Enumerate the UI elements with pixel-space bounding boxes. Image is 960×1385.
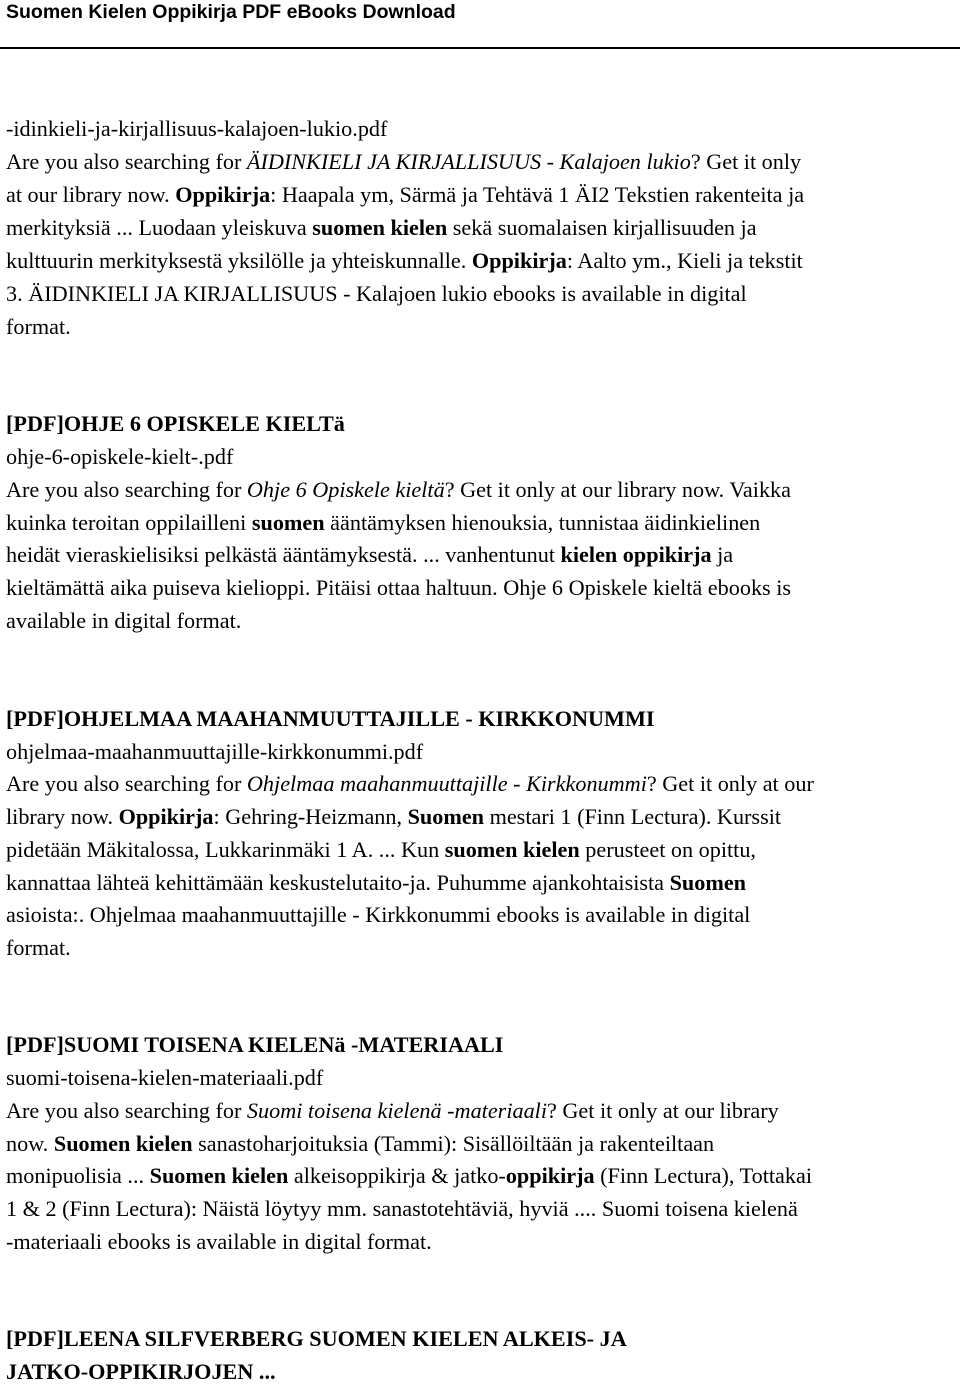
text-run: now. bbox=[6, 1131, 54, 1156]
body-line bbox=[6, 542, 733, 568]
text-run: alkeisoppikirja & jatko- bbox=[288, 1163, 506, 1188]
text-run: kannattaa lähteä kehittämään keskustelutaito-ja. Puhumme ajankohtaisista bbox=[6, 870, 670, 895]
text-run: 1 & 2 (Finn Lectura): Näistä löytyy mm. sanastotehtäviä, hyviä .... Suomi toisena kielenä bbox=[6, 1196, 798, 1221]
text-run: ääntämyksen hienouksia, tunnistaa äidinkielinen bbox=[324, 510, 761, 535]
page-header bbox=[0, 0, 960, 50]
body-line bbox=[6, 281, 747, 307]
text-run: JATKO-OPPIKIRJOJEN ... bbox=[6, 1359, 276, 1384]
text-run: library now. bbox=[6, 804, 119, 829]
text-run: ohje-6-opiskele-kielt-.pdf bbox=[6, 444, 234, 469]
text-run: [PDF]OHJE 6 OPISKELE KIELTä bbox=[6, 411, 345, 436]
body-line bbox=[6, 1131, 714, 1157]
text-run: [PDF]LEENA SILFVERBERG SUOMEN KIELEN ALKEIS- JA bbox=[6, 1326, 627, 1351]
text-run: available in digital format. bbox=[6, 608, 242, 633]
text-run: kulttuurin merkityksestä yksilölle ja yhteiskunnalle. bbox=[6, 248, 472, 273]
body-line bbox=[6, 149, 801, 175]
text-run: asioista:. Ohjelmaa maahanmuuttajille - Kirkkonummi ebooks is available in digital bbox=[6, 902, 751, 927]
section-heading[interactable] bbox=[6, 1326, 627, 1352]
text-run: Are you also searching for bbox=[6, 771, 247, 796]
text-run: Are you also searching for bbox=[6, 1098, 247, 1123]
text-run: (Finn Lectura), Tottakai bbox=[594, 1163, 812, 1188]
text-run: ja bbox=[711, 542, 734, 567]
document-title: Suomen Kielen Oppikirja PDF eBooks Download bbox=[6, 1, 456, 23]
pdf-filename bbox=[6, 444, 233, 470]
keyword-highlight: Oppikirja bbox=[471, 248, 567, 273]
text-run: -idinkieli-ja-kirjallisuus-kalajoen-lukio.pdf bbox=[6, 116, 388, 141]
text-run: -materiaali ebooks is available in digital format. bbox=[6, 1229, 432, 1254]
keyword-highlight: Suomen kielen bbox=[53, 1131, 193, 1156]
text-run: : Gehring-Heizmann, bbox=[213, 804, 408, 829]
pdf-filename bbox=[6, 1065, 323, 1091]
text-run: Are you also searching for bbox=[6, 149, 247, 174]
text-run: at our library now. bbox=[6, 182, 176, 207]
text-run: merkityksiä ... Luodaan yleiskuva bbox=[6, 215, 313, 240]
body-line bbox=[6, 1196, 798, 1222]
keyword-highlight: suomen bbox=[251, 510, 325, 535]
text-run: pidetään Mäkitalossa, Lukkarinmäki 1 A. ... Kun bbox=[6, 837, 445, 862]
pdf-filename bbox=[6, 116, 387, 142]
keyword-highlight: Oppikirja bbox=[118, 804, 214, 829]
body-line bbox=[6, 837, 756, 863]
body-line bbox=[6, 935, 71, 961]
keyword-highlight: Oppikirja bbox=[175, 182, 271, 207]
text-run: ? Get it only at our library bbox=[547, 1098, 779, 1123]
keyword-highlight: suomen kielen bbox=[312, 215, 448, 240]
section-heading[interactable] bbox=[6, 1032, 503, 1058]
book-title: ÄIDINKIELI JA KIRJALLISUUS - Kalajoen lukio bbox=[246, 149, 691, 174]
body-line bbox=[6, 510, 760, 536]
section-heading[interactable] bbox=[6, 411, 345, 437]
text-run: suomi-toisena-kielen-materiaali.pdf bbox=[6, 1065, 324, 1090]
text-run: heidät vieraskielisiksi pelkästä ääntämyksestä. ... vanhentunut bbox=[6, 542, 561, 567]
text-run: monipuolisia ... bbox=[6, 1163, 150, 1188]
text-run: kuinka teroitan oppilailleni bbox=[6, 510, 252, 535]
body-line bbox=[6, 1229, 432, 1255]
book-title: Ohje 6 Opiskele kieltä bbox=[246, 477, 445, 502]
body-line bbox=[6, 182, 804, 208]
text-run: Are you also searching for bbox=[6, 477, 247, 502]
body-line bbox=[6, 314, 71, 340]
body-line bbox=[6, 1098, 779, 1124]
body-line bbox=[6, 608, 241, 634]
text-run: sanastoharjoituksia (Tammi): Sisällöiltään ja rakenteiltaan bbox=[192, 1131, 715, 1156]
text-run: mestari 1 (Finn Lectura). Kurssit bbox=[484, 804, 782, 829]
section-heading-continued[interactable] bbox=[6, 1359, 276, 1385]
keyword-highlight: kielen oppikirja bbox=[560, 542, 712, 567]
text-run: : Haapala ym, Särmä ja Tehtävä 1 ÄI2 Tekstien rakenteita ja bbox=[270, 182, 805, 207]
body-line bbox=[6, 771, 814, 797]
header-divider bbox=[0, 47, 960, 49]
text-run: ? Get it only at our library now. Vaikka bbox=[444, 477, 791, 502]
keyword-highlight: suomen kielen bbox=[444, 837, 580, 862]
body-line bbox=[6, 902, 750, 928]
pdf-filename bbox=[6, 739, 423, 765]
text-run: format. bbox=[6, 935, 71, 960]
keyword-highlight: Suomen bbox=[669, 870, 747, 895]
keyword-highlight: Suomen bbox=[407, 804, 485, 829]
text-run: [PDF]SUOMI TOISENA KIELENä -MATERIAALI bbox=[6, 1032, 504, 1057]
text-run: sekä suomalaisen kirjallisuuden ja bbox=[447, 215, 757, 240]
body-line bbox=[6, 1163, 812, 1189]
text-run: ? Get it only at our bbox=[646, 771, 814, 796]
text-run: format. bbox=[6, 314, 71, 339]
section-heading[interactable] bbox=[6, 706, 655, 732]
body-line bbox=[6, 575, 791, 601]
text-run: ? Get it only bbox=[690, 149, 802, 174]
body-line bbox=[6, 477, 791, 503]
text-run: ohjelmaa-maahanmuuttajille-kirkkonummi.pdf bbox=[6, 739, 424, 764]
text-run: perusteet on opittu, bbox=[579, 837, 756, 862]
body-line bbox=[6, 215, 757, 241]
body-line bbox=[6, 804, 781, 830]
text-run: kieltämättä aika puiseva kielioppi. Pitäisi ottaa haltuun. Ohje 6 Opiskele kieltä ebooks is bbox=[6, 575, 792, 600]
keyword-highlight: Suomen kielen bbox=[149, 1163, 289, 1188]
book-title: Suomi toisena kielenä -materiaali bbox=[246, 1098, 548, 1123]
keyword-highlight: oppikirja bbox=[505, 1163, 595, 1188]
text-run: : Aalto ym., Kieli ja tekstit bbox=[566, 248, 803, 273]
body-line bbox=[6, 870, 746, 896]
body-line bbox=[6, 248, 803, 274]
text-run: 3. ÄIDINKIELI JA KIRJALLISUUS - Kalajoen lukio ebooks is available in digital bbox=[6, 281, 747, 306]
book-title: Ohjelmaa maahanmuuttajille - Kirkkonummi bbox=[246, 771, 647, 796]
text-run: [PDF]OHJELMAA MAAHANMUUTTAJILLE - KIRKKONUMMI bbox=[6, 706, 655, 731]
